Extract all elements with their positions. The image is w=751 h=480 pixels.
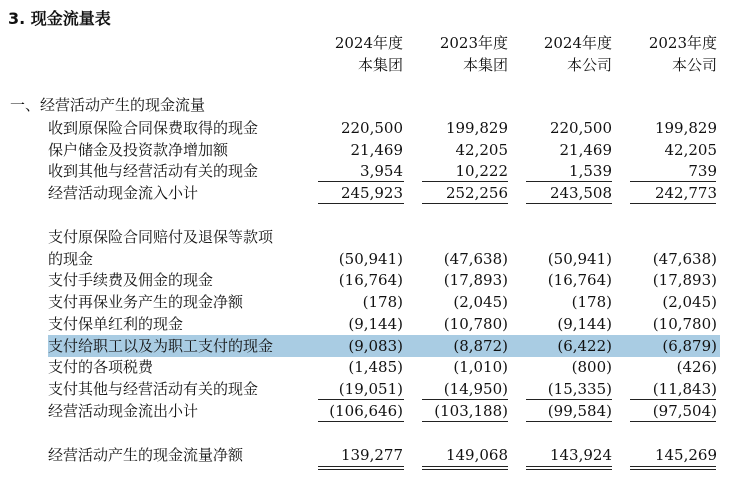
cell-value: (11,843) <box>652 380 717 398</box>
subtotal-rule <box>526 421 612 422</box>
cell-value: (50,941) <box>547 250 612 268</box>
section-heading: 一、经营活动产生的现金流量 <box>10 96 206 114</box>
row-label: 支付手续费及佣金的现金 <box>48 271 214 289</box>
cell-value: (19,051) <box>338 380 403 398</box>
subtotal-row <box>0 182 751 204</box>
column-year: 2024年度 <box>543 34 612 52</box>
subtotal-rule <box>630 421 716 422</box>
row-label: 支付保单红利的现金 <box>48 315 184 333</box>
row-label: 经营活动产生的现金流量净额 <box>48 446 244 464</box>
cell-value: (10,780) <box>443 315 508 333</box>
cell-value: (6,422) <box>557 337 612 355</box>
cell-value: 145,269 <box>654 446 717 464</box>
table-row-highlighted <box>48 335 720 357</box>
subtotal-row <box>0 400 751 422</box>
cell-value: (97,504) <box>652 402 717 420</box>
row-label: 经营活动现金流入小计 <box>48 184 199 202</box>
cell-value: 199,829 <box>654 119 717 137</box>
cell-value: (14,950) <box>443 380 508 398</box>
table-row <box>0 356 751 378</box>
table-row <box>0 378 751 400</box>
table-row <box>0 226 751 248</box>
cell-value: 1,539 <box>569 162 612 180</box>
cell-value: 42,205 <box>664 141 717 159</box>
cell-value: 21,469 <box>559 141 612 159</box>
cell-value: 252,256 <box>445 184 508 202</box>
subtotal-rule <box>318 203 404 204</box>
cell-value: (15,335) <box>547 380 612 398</box>
subtotal-rule <box>422 421 508 422</box>
column-header-2 <box>398 32 508 76</box>
row-label: 支付的各项税费 <box>48 358 154 376</box>
cell-value: (426) <box>676 358 717 376</box>
total-double-rule <box>526 466 612 470</box>
column-year: 2023年度 <box>439 34 508 52</box>
page-title: 3. 现金流量表 <box>8 9 111 28</box>
cell-value: (10,780) <box>652 315 717 333</box>
cell-value: (47,638) <box>443 250 508 268</box>
cell-value: (103,188) <box>434 402 508 420</box>
cell-value: (800) <box>571 358 612 376</box>
row-label: 收到原保险合同保费取得的现金 <box>48 119 259 137</box>
cell-value: 10,222 <box>455 162 508 180</box>
column-entity: 本集团 <box>462 56 508 74</box>
subtotal-rule <box>318 421 404 422</box>
subtotal-rule <box>526 203 612 204</box>
row-label: 支付给职工以及为职工支付的现金 <box>48 337 274 355</box>
cell-value: 199,829 <box>445 119 508 137</box>
cell-value: (1,485) <box>348 358 403 376</box>
cell-value: (99,584) <box>547 402 612 420</box>
cell-value: (9,144) <box>557 315 612 333</box>
subtotal-rule <box>630 203 716 204</box>
cell-value: (16,764) <box>338 271 403 289</box>
cell-value: (1,010) <box>453 358 508 376</box>
table-row <box>0 160 751 182</box>
column-year: 2023年度 <box>648 34 717 52</box>
row-label: 支付其他与经营活动有关的现金 <box>48 380 259 398</box>
cell-value: 139,277 <box>340 446 403 464</box>
cell-value: (6,879) <box>662 337 717 355</box>
cell-value: 739 <box>688 162 717 180</box>
cell-value: (47,638) <box>652 250 717 268</box>
cell-value: 3,954 <box>360 162 403 180</box>
total-double-rule <box>422 466 508 470</box>
cell-value: (50,941) <box>338 250 403 268</box>
column-entity: 本公司 <box>566 56 612 74</box>
table-row <box>0 313 751 335</box>
cell-value: (106,646) <box>329 402 403 420</box>
cell-value: (17,893) <box>443 271 508 289</box>
cell-value: 220,500 <box>340 119 403 137</box>
cell-value: (178) <box>571 293 612 311</box>
row-label: 收到其他与经营活动有关的现金 <box>48 162 259 180</box>
cell-value: 245,923 <box>340 184 403 202</box>
column-entity: 本集团 <box>357 56 403 74</box>
cell-value: 243,508 <box>549 184 612 202</box>
column-header-4 <box>607 32 717 76</box>
table-row <box>0 269 751 291</box>
column-year: 2024年度 <box>334 34 403 52</box>
column-entity: 本公司 <box>671 56 717 74</box>
cell-value: (17,893) <box>652 271 717 289</box>
row-label: 支付再保业务产生的现金净额 <box>48 293 244 311</box>
cell-value: (9,144) <box>348 315 403 333</box>
table-row <box>0 139 751 161</box>
table-row <box>0 291 751 313</box>
cell-value: (8,872) <box>453 337 508 355</box>
cell-value: (2,045) <box>662 293 717 311</box>
row-label: 的现金 <box>48 250 94 268</box>
column-header-1 <box>293 32 403 76</box>
column-header-3 <box>502 32 612 76</box>
row-label: 保户储金及投资款净增加额 <box>48 141 229 159</box>
cell-value: 149,068 <box>445 446 508 464</box>
total-double-rule <box>630 466 716 470</box>
cell-value: 21,469 <box>350 141 403 159</box>
cell-value: (178) <box>362 293 403 311</box>
cell-value: (16,764) <box>547 271 612 289</box>
total-double-rule <box>318 466 404 470</box>
cell-value: (2,045) <box>453 293 508 311</box>
cell-value: 242,773 <box>654 184 717 202</box>
cell-value: 42,205 <box>455 141 508 159</box>
total-row <box>0 444 751 466</box>
row-label: 经营活动现金流出小计 <box>48 402 199 420</box>
cell-value: 220,500 <box>549 119 612 137</box>
subtotal-rule <box>422 203 508 204</box>
cell-value: 143,924 <box>549 446 612 464</box>
row-label: 支付原保险合同赔付及退保等款项 <box>48 228 274 246</box>
table-row <box>0 248 751 270</box>
table-row <box>0 117 751 139</box>
cell-value: (9,083) <box>348 337 403 355</box>
